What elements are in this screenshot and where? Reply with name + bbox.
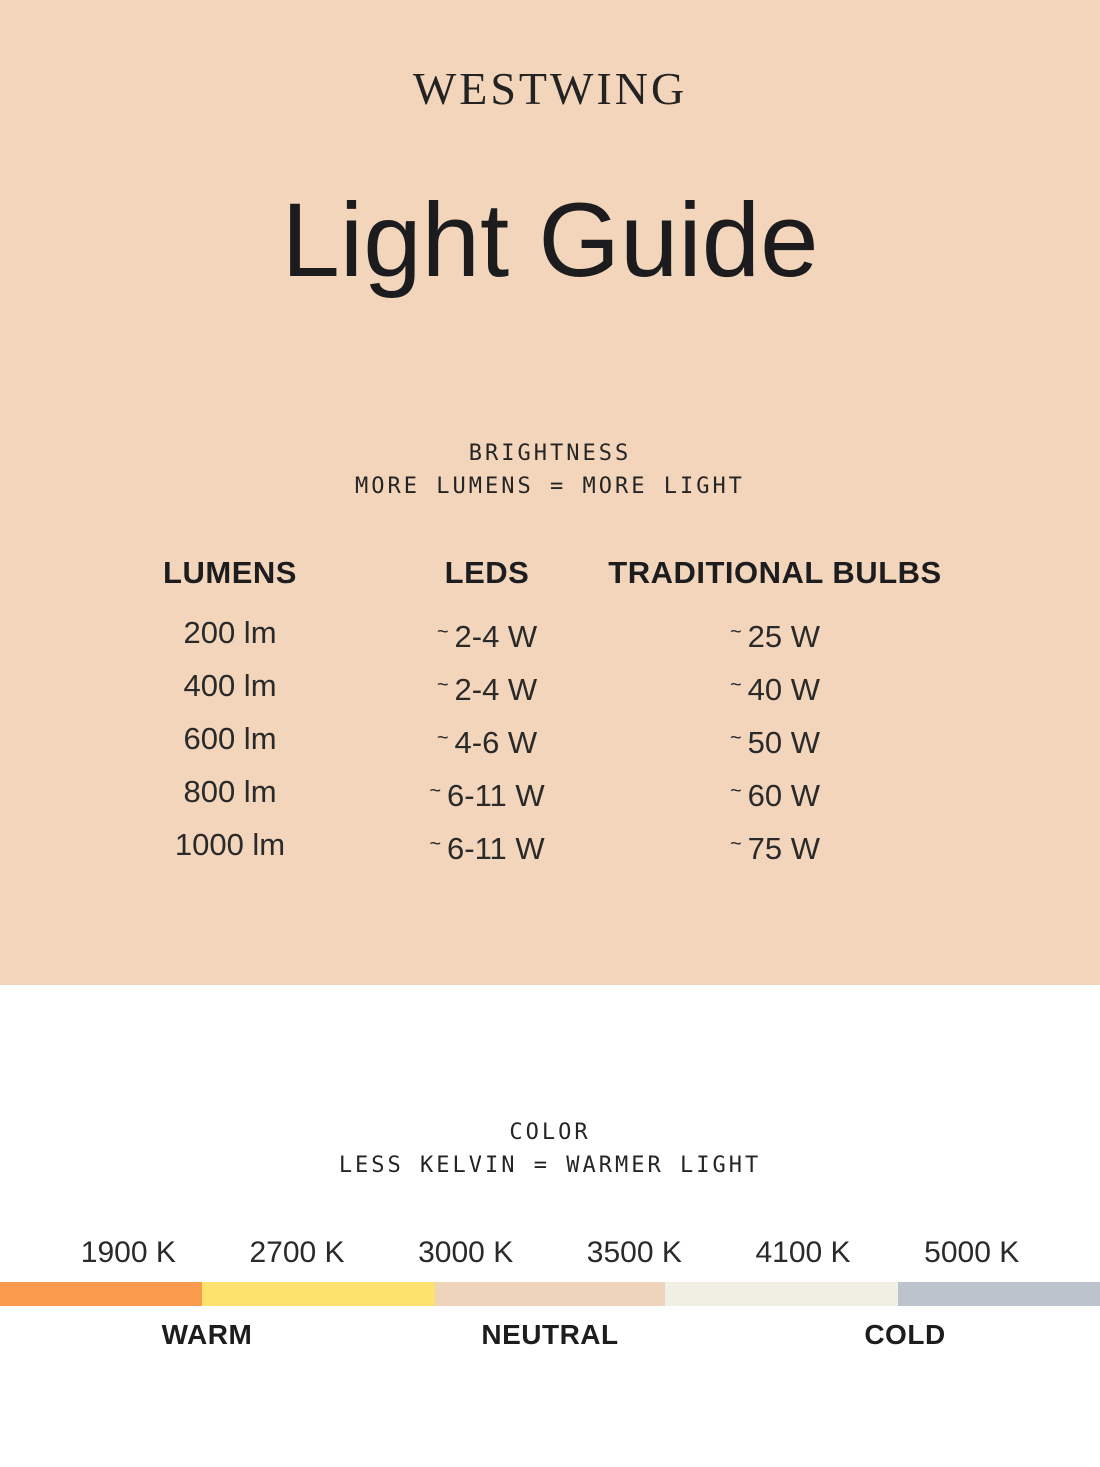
- leds-watts: 6-11 W: [447, 778, 545, 813]
- column-header-traditional-bulbs: TRADITIONAL BULBS: [608, 555, 942, 590]
- bulbs-value: [574, 818, 976, 871]
- approx-tilde: ~: [729, 780, 742, 802]
- bulbs-value: [574, 712, 976, 765]
- warm-label: WARM: [161, 1319, 253, 1350]
- bulb-watts: 25 W: [747, 619, 821, 654]
- bulb-watts: 50 W: [747, 725, 821, 760]
- kelvin-label-3000: 3000 K: [418, 1236, 514, 1269]
- kelvin-bar-segment-4100K-neutral-cream: [665, 1282, 898, 1306]
- leds-value: [400, 712, 574, 765]
- kelvin-color-bar: [0, 1282, 1100, 1306]
- lumens-value: 600 lm: [183, 721, 277, 756]
- column-header-leds: LEDS: [444, 555, 530, 590]
- cold-label: COLD: [864, 1319, 946, 1350]
- color-panel: [0, 985, 1100, 1467]
- kelvin-bar-segment-5000K-cold-blue: [898, 1282, 1100, 1306]
- color-heading-line1: COLOR: [509, 1120, 591, 1145]
- approx-tilde: ~: [429, 780, 442, 802]
- color-heading: [0, 1116, 1100, 1182]
- color-heading-line2: LESS KELVIN = WARMER LIGHT: [338, 1153, 762, 1178]
- kelvin-bar-segment-3000K-neutral-peach: [435, 1282, 665, 1306]
- kelvin-label-2700: 2700 K: [249, 1236, 345, 1269]
- leds-value: [400, 659, 574, 712]
- kelvin-label-1900: 1900 K: [80, 1236, 176, 1269]
- kelvin-label-5000: 5000 K: [924, 1236, 1020, 1269]
- kelvin-bar-segment-1900K-warm-orange: [0, 1282, 202, 1306]
- approx-tilde: ~: [436, 674, 449, 696]
- temperature-labels: [0, 1319, 1100, 1351]
- lumen-table-body: [0, 606, 1100, 871]
- approx-tilde: ~: [729, 621, 742, 643]
- lumens-value: 200 lm: [183, 615, 277, 650]
- bulbs-value: [574, 659, 976, 712]
- kelvin-bar-segment-2700K-warm-yellow: [202, 1282, 435, 1306]
- kelvin-scale-labels: [44, 1236, 1056, 1270]
- leds-value: [400, 765, 574, 818]
- brightness-heading: [0, 437, 1100, 503]
- column-header-lumens: LUMENS: [163, 555, 297, 590]
- approx-tilde: ~: [429, 833, 442, 855]
- lumens-value: 1000 lm: [174, 827, 286, 862]
- brightness-heading-line1: BRIGHTNESS: [468, 441, 632, 466]
- approx-tilde: ~: [729, 833, 742, 855]
- bulb-watts: 60 W: [747, 778, 821, 813]
- approx-tilde: ~: [729, 727, 742, 749]
- lumen-table-header: [0, 555, 1100, 591]
- brightness-heading-line2: MORE LUMENS = MORE LIGHT: [355, 474, 745, 499]
- leds-watts: 4-6 W: [454, 725, 538, 760]
- leds-value: [400, 606, 574, 659]
- leds-watts: 6-11 W: [447, 831, 545, 866]
- leds-watts: 2-4 W: [454, 672, 538, 707]
- lumens-value: 400 lm: [183, 668, 277, 703]
- bulbs-value: [574, 765, 976, 818]
- leds-value: [400, 818, 574, 871]
- approx-tilde: ~: [436, 621, 449, 643]
- table-row: [0, 712, 1100, 765]
- bulbs-value: [574, 606, 976, 659]
- brand-logo: WESTWING: [412, 63, 688, 114]
- page-title: Light Guide: [281, 182, 819, 299]
- table-row: [0, 818, 1100, 871]
- lumens-value: 800 lm: [183, 774, 277, 809]
- table-row: [0, 765, 1100, 818]
- table-row: [0, 659, 1100, 712]
- approx-tilde: ~: [436, 727, 449, 749]
- neutral-label: NEUTRAL: [481, 1319, 619, 1350]
- bulb-watts: 40 W: [747, 672, 821, 707]
- leds-watts: 2-4 W: [454, 619, 538, 654]
- kelvin-label-4100: 4100 K: [755, 1236, 851, 1269]
- bulb-watts: 75 W: [747, 831, 821, 866]
- table-row: [0, 606, 1100, 659]
- approx-tilde: ~: [729, 674, 742, 696]
- kelvin-label-3500: 3500 K: [586, 1236, 682, 1269]
